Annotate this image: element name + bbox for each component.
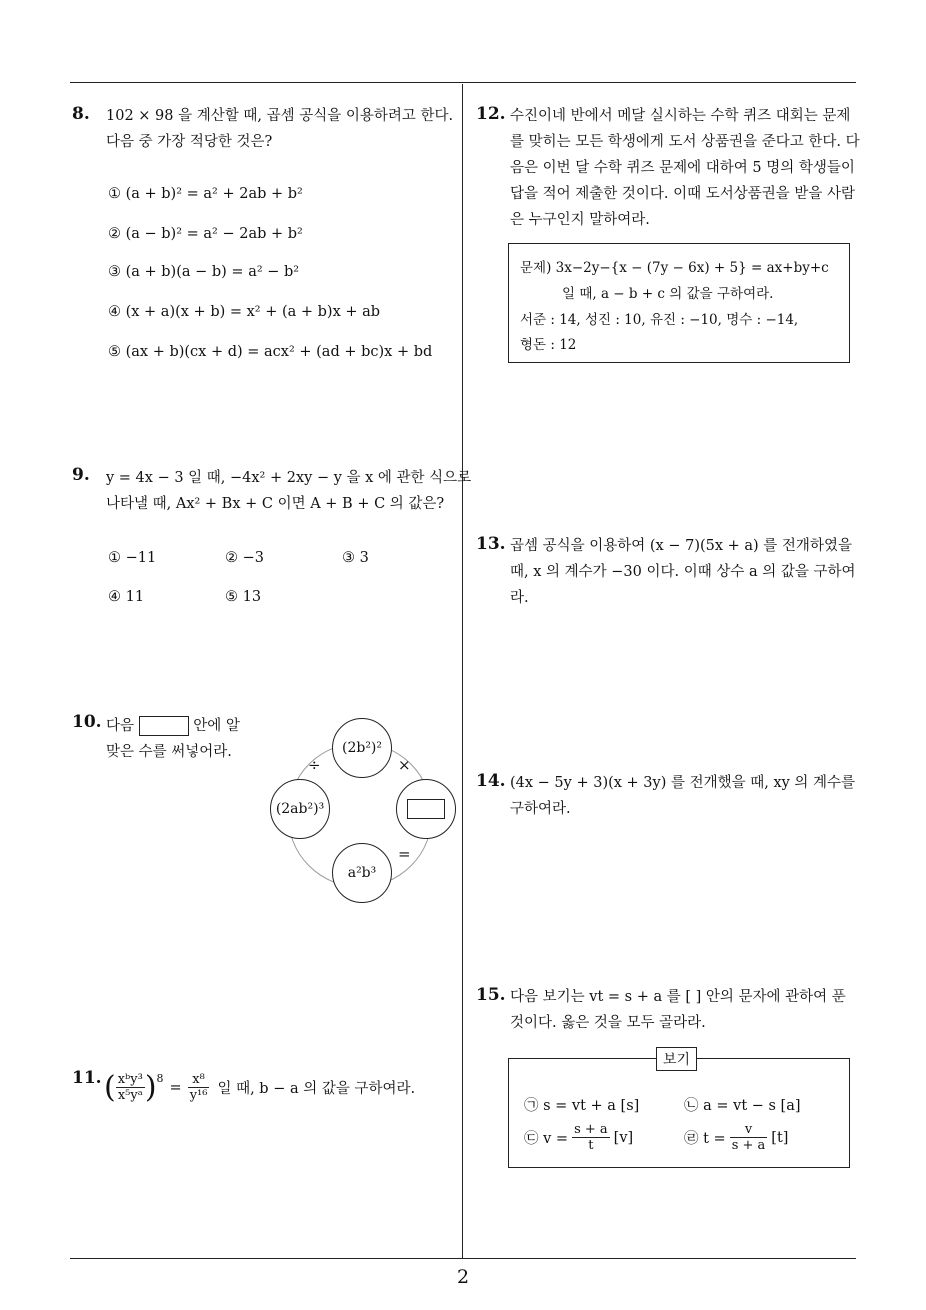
q11-rhs-num: x⁸ (188, 1072, 210, 1088)
q15-item-d-pre: ㉣ t = (684, 1131, 726, 1147)
q12-number: 12. (476, 104, 506, 124)
q9-option-3[interactable]: ③ 3 (342, 550, 369, 566)
top-rule (70, 82, 856, 83)
q10-node-bottom (332, 843, 392, 903)
q11-lhs-den: x⁵yᵃ (117, 1088, 143, 1103)
q15-item-d-den: s + a (731, 1138, 766, 1153)
q9-number: 9. (72, 465, 90, 485)
q10-node-right[interactable] (396, 779, 456, 839)
q14-number: 14. (476, 771, 506, 791)
q12-box-line3: 서준 : 14, 성진 : 10, 유진 : −10, 명수 : −14, (520, 312, 799, 328)
q10-op-divide: ÷ (308, 756, 321, 774)
q15-item-d[interactable] (684, 1122, 788, 1153)
q10-stem-line2: 맞은 수를 써넣어라. (106, 744, 232, 760)
q10-node-bottom-label: a²b³ (347, 865, 377, 881)
q11-lhs-fraction (116, 1072, 145, 1103)
q9-stem-line1: y = 4x − 3 일 때, −4x² + 2xy − y 을 x 에 관한 식으로 (106, 470, 472, 486)
q8-number: 8. (72, 104, 90, 124)
column-divider (462, 84, 463, 1258)
q10-node-left (270, 779, 330, 839)
q10-node-top-label: (2b²)² (341, 740, 383, 756)
q13-number: 13. (476, 534, 506, 554)
q14-stem: (4x − 5y + 3)(x + 3y) 를 전개했을 때, xy 의 계수를 구하여라. (510, 775, 856, 817)
q13-stem: 곱셈 공식을 이용하여 (x − 7)(5x + a) 를 전개하였을 때, x 의 계수가 −30 이다. 이때 상수 a 의 값을 구하여라. (510, 538, 856, 606)
q9-option-2[interactable]: ② −3 (225, 550, 264, 566)
q11-lhs-num: xᵇy³ (117, 1072, 143, 1087)
q15-item-c-num: s + a (574, 1122, 608, 1137)
q11-tail: 일 때, b − a 의 값을 구하여라. (217, 1081, 416, 1097)
q12-box-line1: 문제) 3x−2y−{x − (7y − 6x) + 5} = ax+by+c (520, 260, 829, 276)
page-number: 2 (456, 1266, 470, 1288)
q10-node-left-label: (2ab²)³ (275, 801, 325, 817)
q11-expression: ( $\frac{\text{xᵇy³}}{\text{x⁵yᵃ}}$ ) $^8$ = $\frac{\text{x⁸}}{\text{y¹⁶}}$ 일 때, b − a 의 값을 구하여라. (104, 1069, 416, 1105)
q11-rhs-fraction (188, 1072, 210, 1103)
q9-option-5[interactable]: ⑤ 13 (225, 589, 262, 605)
q15-item-a[interactable]: ㉠ s = vt + a [s] (524, 1098, 640, 1114)
q9-stem-line2: 나타낼 때, Ax² + Bx + C 이면 A + B + C 의 값은? (106, 496, 445, 512)
bottom-rule (70, 1258, 856, 1259)
q11-rhs-den: y¹⁶ (189, 1088, 208, 1103)
q15-item-c-post: [v] (613, 1129, 634, 1146)
q15-stem: 다음 보기는 vt = s + a 를 [ ] 안의 문자에 관하여 푼 것이다. 옳은 것을 모두 골라라. (510, 989, 846, 1031)
q15-item-c[interactable] (524, 1122, 633, 1153)
q15-item-c-pre: ㉢ v = (524, 1131, 569, 1147)
q8-option-1[interactable]: ① (a + b)² = a² + 2ab + b² (108, 186, 303, 202)
q15-item-b[interactable]: ㉡ a = vt − s [a] (684, 1098, 801, 1114)
q10-number: 10. (72, 712, 102, 732)
q10-node-right-blank[interactable] (407, 799, 445, 819)
q10-stem-a: 다음 (106, 718, 135, 734)
q8-option-4[interactable]: ④ (x + a)(x + b) = x² + (a + b)x + ab (108, 304, 381, 320)
q8-option-5[interactable]: ⑤ (ax + b)(cx + d) = acx² + (ad + bc)x + bd (108, 344, 433, 360)
q12-box-line2: 일 때, a − b + c 의 값을 구하여라. (562, 286, 774, 302)
q10-node-top (332, 718, 392, 778)
q9-option-4[interactable]: ④ 11 (108, 589, 145, 605)
q10-stem-line1 (106, 714, 240, 736)
q15-number: 15. (476, 985, 506, 1005)
q15-item-d-post: [t] (771, 1129, 789, 1146)
q10-op-times: × (398, 756, 411, 774)
q8-option-2[interactable]: ② (a − b)² = a² − 2ab + b² (108, 226, 303, 242)
q11-number: 11. (72, 1068, 102, 1088)
q15-item-c-fraction (572, 1122, 610, 1153)
q12-box-line4: 형돈 : 12 (520, 337, 577, 353)
q10-blank-box[interactable] (139, 716, 189, 736)
q12-stem: 수진이네 반에서 메달 실시하는 수학 퀴즈 대회는 문제를 맞히는 모든 학생에게 도서 상품권을 준다고 한다. 다음은 이번 달 수학 퀴즈 문제에 대하여 5 명의 학생들이 답을 적어 제출한 것이다. 이때 도서상품권을 받을 사람은 누구인지 말하여라. (510, 108, 860, 228)
q15-item-d-num: v (730, 1122, 768, 1138)
q10-stem-b: 안에 알 (193, 718, 240, 734)
q9-option-1[interactable]: ① −11 (108, 550, 157, 566)
q8-stem: 102 × 98 을 계산할 때, 곱셈 공식을 이용하려고 한다. 다음 중 가장 적당한 것은? (106, 108, 454, 150)
q15-bogi-label: 보기 (656, 1047, 697, 1071)
q15-item-d-fraction (730, 1122, 768, 1153)
q8-option-3[interactable]: ③ (a + b)(a − b) = a² − b² (108, 264, 300, 280)
q10-op-equals: = (398, 845, 411, 863)
q15-item-c-den: t (588, 1138, 594, 1153)
q11-power: 8 (156, 1072, 164, 1085)
